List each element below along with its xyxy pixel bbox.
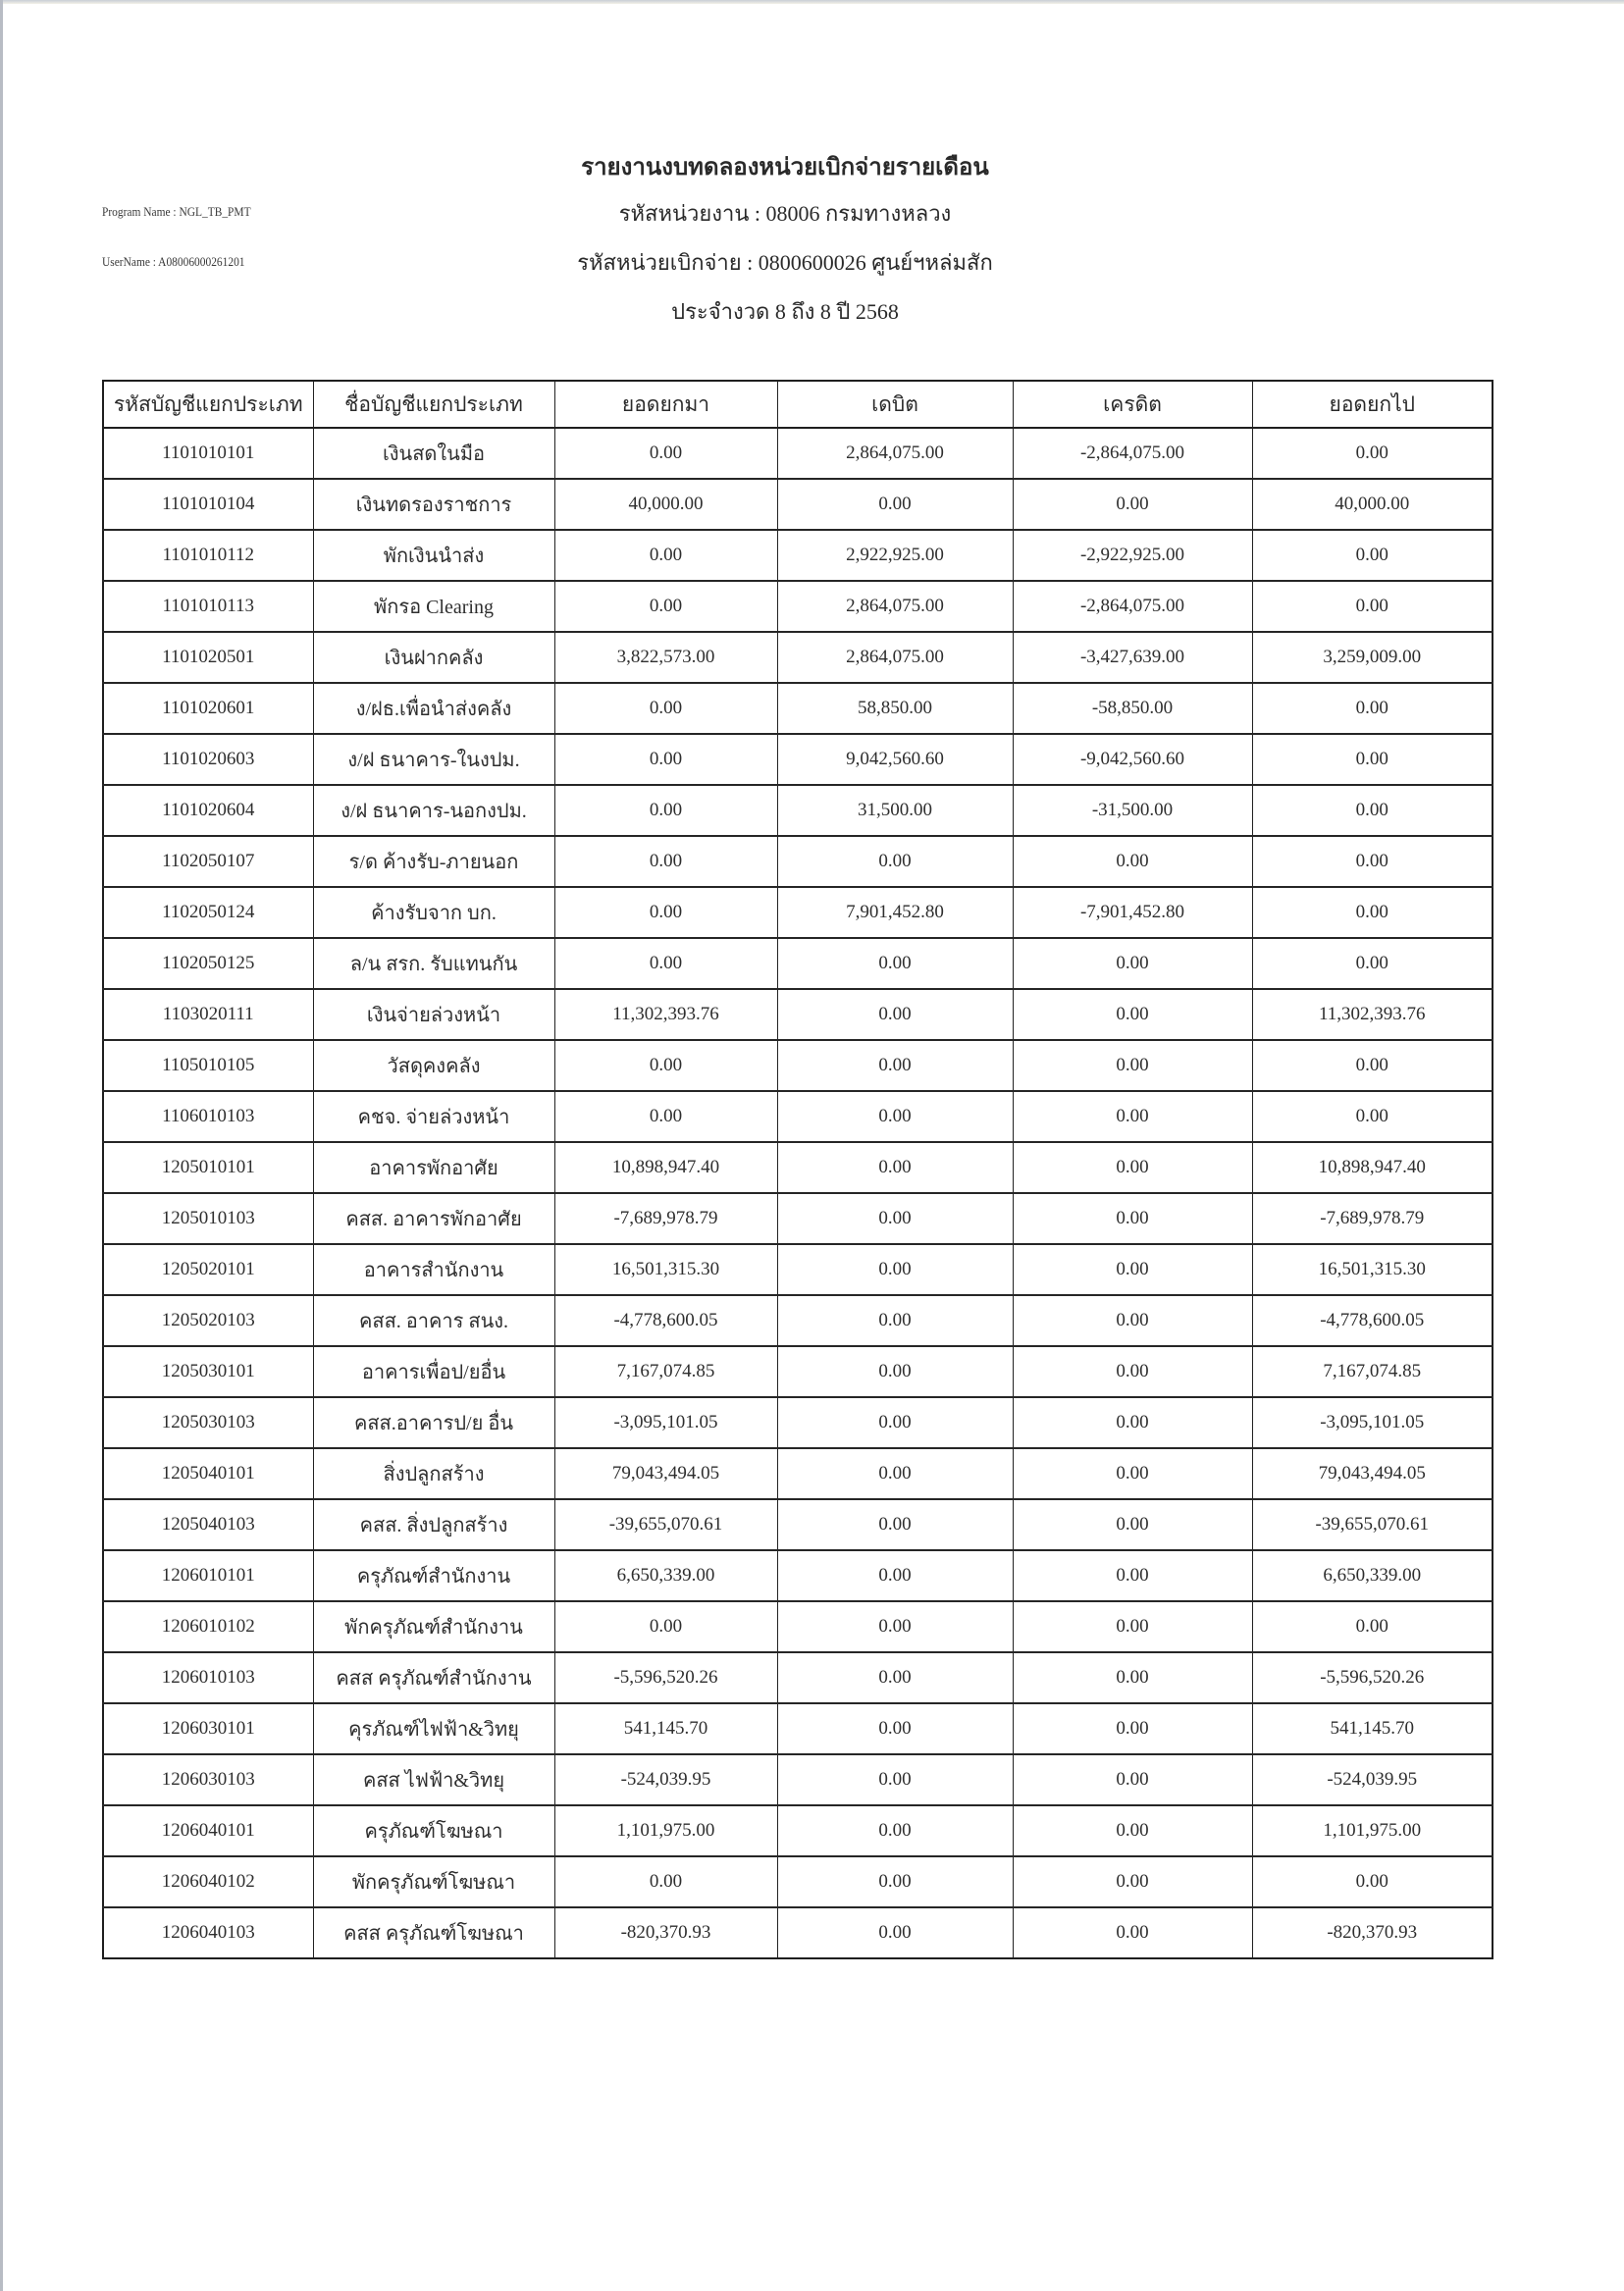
table-row	[103, 1193, 1493, 1244]
cell-closing-balance: 16,501,315.30	[1252, 1244, 1493, 1295]
column-header-debit: เดบิต	[777, 381, 1013, 428]
cell-closing-balance: -39,655,070.61	[1252, 1499, 1493, 1550]
cell-opening-balance: -5,596,520.26	[554, 1652, 777, 1703]
cell-closing-balance: -3,095,101.05	[1252, 1397, 1493, 1448]
cell-credit: 0.00	[1013, 1397, 1252, 1448]
cell-account-name: ง/ฝธ.เพื่อนำส่งคลัง	[313, 683, 554, 734]
trial-balance-table	[102, 380, 1493, 1959]
cell-opening-balance: 79,043,494.05	[554, 1448, 777, 1499]
cell-debit: 0.00	[777, 1907, 1013, 1958]
cell-credit: 0.00	[1013, 836, 1252, 887]
table-row	[103, 989, 1493, 1040]
cell-credit: 0.00	[1013, 1856, 1252, 1907]
cell-credit: 0.00	[1013, 1091, 1252, 1142]
cell-debit: 58,850.00	[777, 683, 1013, 734]
cell-account-name: เงินสดในมือ	[313, 428, 554, 479]
table-row	[103, 887, 1493, 938]
cell-debit: 0.00	[777, 1805, 1013, 1856]
column-header-credit: เครดิต	[1013, 381, 1252, 428]
cell-credit: -7,901,452.80	[1013, 887, 1252, 938]
cell-opening-balance: 16,501,315.30	[554, 1244, 777, 1295]
cell-account-code: 1205030103	[103, 1397, 313, 1448]
cell-account-code: 1101020603	[103, 734, 313, 785]
cell-account-code: 1101020601	[103, 683, 313, 734]
cell-credit: 0.00	[1013, 1244, 1252, 1295]
cell-debit: 0.00	[777, 1397, 1013, 1448]
cell-debit: 0.00	[777, 1040, 1013, 1091]
scan-edge-top	[0, 0, 1624, 4]
cell-account-code: 1101010112	[103, 530, 313, 581]
table-row	[103, 785, 1493, 836]
table-row	[103, 1550, 1493, 1601]
cell-debit: 9,042,560.60	[777, 734, 1013, 785]
cell-closing-balance: 0.00	[1252, 428, 1493, 479]
cell-debit: 0.00	[777, 1142, 1013, 1193]
cell-closing-balance: 0.00	[1252, 1601, 1493, 1652]
cell-account-code: 1101020501	[103, 632, 313, 683]
cell-account-code: 1102050125	[103, 938, 313, 989]
disbursement-unit-line: รหัสหน่วยเบิกจ่าย : 0800600026 ศูนย์ฯหล่มสัก	[577, 250, 993, 275]
cell-closing-balance: 0.00	[1252, 887, 1493, 938]
column-header-opening-balance: ยอดยกมา	[554, 381, 777, 428]
column-header-closing-balance: ยอดยกไป	[1252, 381, 1493, 428]
table-row	[103, 1652, 1493, 1703]
cell-debit: 2,864,075.00	[777, 581, 1013, 632]
cell-account-code: 1205010101	[103, 1142, 313, 1193]
cell-account-name: ล/น สรก. รับแทนกัน	[313, 938, 554, 989]
cell-opening-balance: 0.00	[554, 428, 777, 479]
cell-account-name: เงินทดรองราชการ	[313, 479, 554, 530]
cell-account-code: 1206040102	[103, 1856, 313, 1907]
cell-credit: -3,427,639.00	[1013, 632, 1252, 683]
cell-account-name: คสส ไฟฟ้า&วิทยุ	[313, 1754, 554, 1805]
cell-opening-balance: -39,655,070.61	[554, 1499, 777, 1550]
cell-account-name: คุรภัณฑ์ไฟฟ้า&วิทยุ	[313, 1703, 554, 1754]
cell-account-name: คสส ครุภัณฑ์สำนักงาน	[313, 1652, 554, 1703]
cell-opening-balance: 0.00	[554, 1601, 777, 1652]
cell-account-code: 1101010101	[103, 428, 313, 479]
cell-debit: 0.00	[777, 479, 1013, 530]
cell-opening-balance: 0.00	[554, 887, 777, 938]
table-row	[103, 1499, 1493, 1550]
cell-opening-balance: -7,689,978.79	[554, 1193, 777, 1244]
cell-opening-balance: 1,101,975.00	[554, 1805, 777, 1856]
cell-credit: 0.00	[1013, 1703, 1252, 1754]
column-header-account-name: ชื่อบัญชีแยกประเภท	[313, 381, 554, 428]
cell-account-code: 1206030101	[103, 1703, 313, 1754]
cell-credit: 0.00	[1013, 1040, 1252, 1091]
cell-debit: 2,864,075.00	[777, 428, 1013, 479]
cell-credit: 0.00	[1013, 1193, 1252, 1244]
table-row	[103, 1091, 1493, 1142]
cell-credit: -58,850.00	[1013, 683, 1252, 734]
cell-credit: 0.00	[1013, 1295, 1252, 1346]
table-row	[103, 836, 1493, 887]
cell-credit: -2,922,925.00	[1013, 530, 1252, 581]
cell-account-code: 1206010102	[103, 1601, 313, 1652]
cell-account-code: 1101010113	[103, 581, 313, 632]
table-row	[103, 1244, 1493, 1295]
cell-credit: 0.00	[1013, 989, 1252, 1040]
cell-closing-balance: -5,596,520.26	[1252, 1652, 1493, 1703]
cell-credit: 0.00	[1013, 1448, 1252, 1499]
table-row	[103, 1346, 1493, 1397]
cell-debit: 0.00	[777, 1601, 1013, 1652]
cell-account-name: เงินฝากคลัง	[313, 632, 554, 683]
cell-account-name: ค้างรับจาก บก.	[313, 887, 554, 938]
cell-opening-balance: 0.00	[554, 1040, 777, 1091]
cell-credit: 0.00	[1013, 1907, 1252, 1958]
table-row	[103, 428, 1493, 479]
cell-debit: 0.00	[777, 989, 1013, 1040]
cell-credit: -9,042,560.60	[1013, 734, 1252, 785]
cell-account-name: ง/ฝ ธนาคาร-นอกงปม.	[313, 785, 554, 836]
cell-closing-balance: 0.00	[1252, 734, 1493, 785]
table-row	[103, 479, 1493, 530]
username: UserName : A08006000261201	[102, 254, 245, 269]
cell-debit: 0.00	[777, 1499, 1013, 1550]
cell-opening-balance: -4,778,600.05	[554, 1295, 777, 1346]
cell-opening-balance: 0.00	[554, 683, 777, 734]
cell-opening-balance: 0.00	[554, 938, 777, 989]
table-row	[103, 1601, 1493, 1652]
cell-closing-balance: 0.00	[1252, 1040, 1493, 1091]
cell-opening-balance: -3,095,101.05	[554, 1397, 777, 1448]
cell-credit: 0.00	[1013, 1652, 1252, 1703]
cell-account-code: 1102050124	[103, 887, 313, 938]
cell-debit: 0.00	[777, 1703, 1013, 1754]
cell-account-name: คสส.อาคารป/ย อื่น	[313, 1397, 554, 1448]
cell-account-code: 1206030103	[103, 1754, 313, 1805]
cell-debit: 0.00	[777, 1856, 1013, 1907]
cell-account-code: 1206040101	[103, 1805, 313, 1856]
cell-closing-balance: 0.00	[1252, 530, 1493, 581]
cell-account-code: 1205040101	[103, 1448, 313, 1499]
cell-account-name: อาคารสำนักงาน	[313, 1244, 554, 1295]
cell-debit: 0.00	[777, 836, 1013, 887]
report-title: รายงานงบทดลองหน่วยเบิกจ่ายรายเดือน	[581, 155, 989, 181]
cell-credit: 0.00	[1013, 1499, 1252, 1550]
cell-credit: 0.00	[1013, 479, 1252, 530]
table-row	[103, 632, 1493, 683]
table-header-row	[103, 381, 1493, 428]
cell-debit: 0.00	[777, 938, 1013, 989]
cell-opening-balance: 7,167,074.85	[554, 1346, 777, 1397]
cell-debit: 0.00	[777, 1091, 1013, 1142]
cell-closing-balance: 40,000.00	[1252, 479, 1493, 530]
cell-account-name: อาคารพักอาศัย	[313, 1142, 554, 1193]
cell-closing-balance: 0.00	[1252, 836, 1493, 887]
cell-closing-balance: 0.00	[1252, 785, 1493, 836]
cell-account-code: 1205030101	[103, 1346, 313, 1397]
cell-account-name: อาคารเพื่อป/ยอื่น	[313, 1346, 554, 1397]
cell-closing-balance: -7,689,978.79	[1252, 1193, 1493, 1244]
cell-account-code: 1101020604	[103, 785, 313, 836]
cell-opening-balance: -820,370.93	[554, 1907, 777, 1958]
table-row	[103, 1907, 1493, 1958]
cell-account-code: 1206040103	[103, 1907, 313, 1958]
cell-closing-balance: 0.00	[1252, 683, 1493, 734]
cell-credit: -2,864,075.00	[1013, 428, 1252, 479]
cell-debit: 0.00	[777, 1346, 1013, 1397]
cell-credit: 0.00	[1013, 1601, 1252, 1652]
cell-debit: 2,864,075.00	[777, 632, 1013, 683]
cell-closing-balance: -4,778,600.05	[1252, 1295, 1493, 1346]
cell-credit: -2,864,075.00	[1013, 581, 1252, 632]
cell-opening-balance: -524,039.95	[554, 1754, 777, 1805]
cell-credit: 0.00	[1013, 1550, 1252, 1601]
cell-account-code: 1205010103	[103, 1193, 313, 1244]
cell-debit: 0.00	[777, 1550, 1013, 1601]
cell-opening-balance: 3,822,573.00	[554, 632, 777, 683]
cell-closing-balance: 0.00	[1252, 938, 1493, 989]
cell-opening-balance: 6,650,339.00	[554, 1550, 777, 1601]
cell-account-name: ร/ด ค้างรับ-ภายนอก	[313, 836, 554, 887]
cell-debit: 0.00	[777, 1448, 1013, 1499]
cell-closing-balance: 10,898,947.40	[1252, 1142, 1493, 1193]
cell-account-code: 1206010103	[103, 1652, 313, 1703]
cell-account-name: พักเงินนำส่ง	[313, 530, 554, 581]
cell-closing-balance: 6,650,339.00	[1252, 1550, 1493, 1601]
cell-closing-balance: 7,167,074.85	[1252, 1346, 1493, 1397]
table-row	[103, 530, 1493, 581]
cell-account-code: 1205020103	[103, 1295, 313, 1346]
cell-account-code: 1205020101	[103, 1244, 313, 1295]
cell-opening-balance: 0.00	[554, 1091, 777, 1142]
cell-opening-balance: 0.00	[554, 836, 777, 887]
cell-closing-balance: 0.00	[1252, 1091, 1493, 1142]
cell-credit: -31,500.00	[1013, 785, 1252, 836]
agency-line: รหัสหน่วยงาน : 08006 กรมทางหลวง	[618, 201, 952, 226]
cell-account-name: พักรอ Clearing	[313, 581, 554, 632]
cell-opening-balance: 0.00	[554, 581, 777, 632]
table-row	[103, 1448, 1493, 1499]
cell-account-code: 1105010105	[103, 1040, 313, 1091]
table-row	[103, 1040, 1493, 1091]
cell-account-code: 1102050107	[103, 836, 313, 887]
cell-opening-balance: 541,145.70	[554, 1703, 777, 1754]
cell-opening-balance: 0.00	[554, 530, 777, 581]
cell-debit: 2,922,925.00	[777, 530, 1013, 581]
cell-account-code: 1206010101	[103, 1550, 313, 1601]
cell-credit: 0.00	[1013, 1754, 1252, 1805]
period-line: ประจำงวด 8 ถึง 8 ปี 2568	[671, 299, 899, 324]
cell-account-name: ครุภัณฑ์โฆษณา	[313, 1805, 554, 1856]
table-row	[103, 1142, 1493, 1193]
cell-debit: 0.00	[777, 1295, 1013, 1346]
scan-edge-left	[0, 0, 3, 2291]
table-row	[103, 1805, 1493, 1856]
cell-debit: 0.00	[777, 1244, 1013, 1295]
program-name: Program Name : NGL_TB_PMT	[102, 204, 251, 219]
cell-closing-balance: -524,039.95	[1252, 1754, 1493, 1805]
table-row	[103, 683, 1493, 734]
cell-closing-balance: -820,370.93	[1252, 1907, 1493, 1958]
table-row	[103, 734, 1493, 785]
cell-account-code: 1205040103	[103, 1499, 313, 1550]
cell-opening-balance: 10,898,947.40	[554, 1142, 777, 1193]
table-row	[103, 1295, 1493, 1346]
cell-account-name: ครุภัณฑ์สำนักงาน	[313, 1550, 554, 1601]
cell-opening-balance: 0.00	[554, 785, 777, 836]
column-header-account-code: รหัสบัญชีแยกประเภท	[103, 381, 313, 428]
cell-account-name: พักครุภัณฑ์โฆษณา	[313, 1856, 554, 1907]
table-row	[103, 1397, 1493, 1448]
cell-account-name: พักครุภัณฑ์สำนักงาน	[313, 1601, 554, 1652]
cell-account-code: 1101010104	[103, 479, 313, 530]
table-body	[103, 428, 1493, 1958]
cell-credit: 0.00	[1013, 1805, 1252, 1856]
cell-closing-balance: 541,145.70	[1252, 1703, 1493, 1754]
cell-closing-balance: 79,043,494.05	[1252, 1448, 1493, 1499]
cell-account-name: คชจ. จ่ายล่วงหน้า	[313, 1091, 554, 1142]
cell-closing-balance: 3,259,009.00	[1252, 632, 1493, 683]
cell-closing-balance: 1,101,975.00	[1252, 1805, 1493, 1856]
cell-account-name: คสส. อาคารพักอาศัย	[313, 1193, 554, 1244]
cell-closing-balance: 0.00	[1252, 581, 1493, 632]
cell-account-name: เงินจ่ายล่วงหน้า	[313, 989, 554, 1040]
cell-opening-balance: 0.00	[554, 1856, 777, 1907]
cell-account-name: คสส. สิ่งปลูกสร้าง	[313, 1499, 554, 1550]
cell-debit: 7,901,452.80	[777, 887, 1013, 938]
cell-account-name: วัสดุคงคลัง	[313, 1040, 554, 1091]
cell-debit: 0.00	[777, 1652, 1013, 1703]
cell-account-name: คสส. อาคาร สนง.	[313, 1295, 554, 1346]
cell-debit: 0.00	[777, 1754, 1013, 1805]
cell-debit: 31,500.00	[777, 785, 1013, 836]
cell-account-name: สิ่งปลูกสร้าง	[313, 1448, 554, 1499]
table-row	[103, 1754, 1493, 1805]
cell-opening-balance: 40,000.00	[554, 479, 777, 530]
cell-opening-balance: 0.00	[554, 734, 777, 785]
cell-account-name: ง/ฝ ธนาคาร-ในงปม.	[313, 734, 554, 785]
cell-account-code: 1103020111	[103, 989, 313, 1040]
table-row	[103, 938, 1493, 989]
table-row	[103, 1856, 1493, 1907]
cell-opening-balance: 11,302,393.76	[554, 989, 777, 1040]
cell-credit: 0.00	[1013, 1142, 1252, 1193]
cell-closing-balance: 0.00	[1252, 1856, 1493, 1907]
cell-credit: 0.00	[1013, 1346, 1252, 1397]
cell-account-code: 1106010103	[103, 1091, 313, 1142]
cell-credit: 0.00	[1013, 938, 1252, 989]
cell-closing-balance: 11,302,393.76	[1252, 989, 1493, 1040]
table-row	[103, 1703, 1493, 1754]
cell-debit: 0.00	[777, 1193, 1013, 1244]
cell-account-name: คสส ครุภัณฑ์โฆษณา	[313, 1907, 554, 1958]
table-row	[103, 581, 1493, 632]
